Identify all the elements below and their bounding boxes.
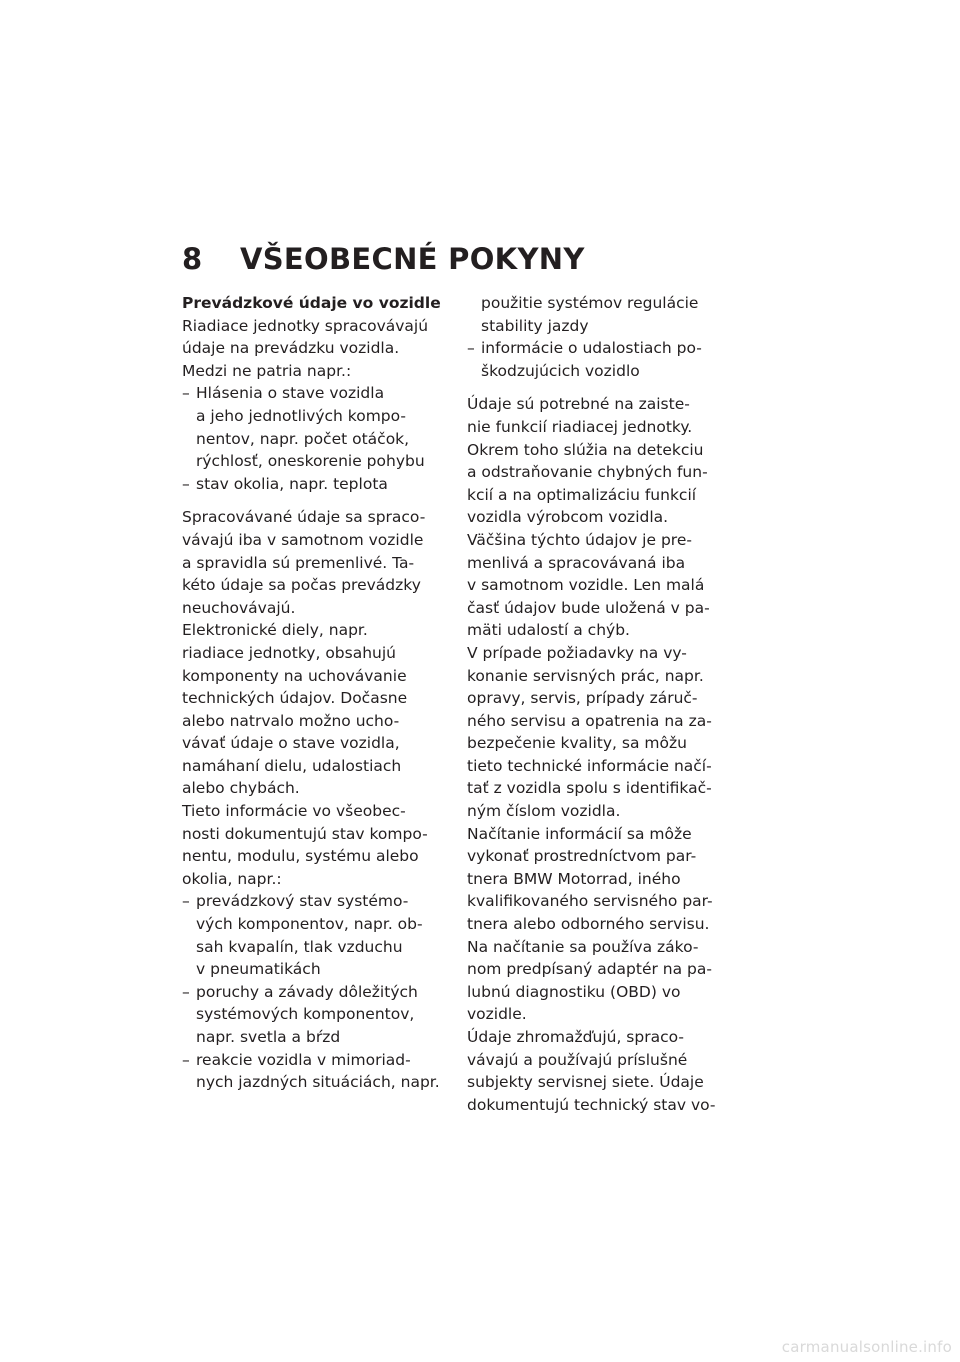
text-line: tieto technické informácie načí- — [467, 756, 712, 775]
text-line: nych jazdných situáciách, napr. — [196, 1073, 440, 1092]
text-line: subjekty servisnej siete. Údaje — [467, 1073, 704, 1092]
text-line: v samotnom vozidle. Len malá — [467, 576, 705, 595]
bullet-item-line: – reakcie vozidla v mimoriad- — [182, 1049, 452, 1072]
text-line: sah kvapalín, tlak vzduchu — [196, 937, 403, 956]
watermark-text: carmanualsonline.info — [781, 1338, 952, 1356]
text-line: vávať údaje o stave vozidla, — [182, 734, 400, 753]
bullet-item-line: – informácie o udalostiach po- — [467, 337, 737, 360]
text-line: kvalifikovaného servisného par- — [467, 892, 713, 911]
text-line: a odstraňovanie chybných fun- — [467, 463, 708, 482]
text-line: V prípade požiadavky na vy- — [467, 643, 687, 662]
text-line: konanie servisných prác, napr. — [467, 666, 704, 685]
text-line: bezpečenie kvality, sa môžu — [467, 734, 687, 753]
text-line: vávajú a používajú príslušné — [467, 1050, 688, 1069]
text-line: v pneumatikách — [196, 960, 321, 979]
text-line: nom predpísaný adaptér na pa- — [467, 960, 712, 979]
text-line: nentu, modulu, systému alebo — [182, 847, 419, 866]
text-line: Riadiace jednotky spracovávajú — [182, 316, 429, 335]
chapter-title: VŠEOBECNÉ POKYNY — [240, 242, 585, 276]
left-column — [182, 292, 452, 1094]
text-line: opravy, servis, prípady záruč- — [467, 689, 698, 708]
text-line: napr. svetla a bŕzd — [196, 1028, 341, 1046]
bullet-item-line: – stav okolia, napr. teplota — [182, 473, 452, 496]
text-line: použitie systémov regulácie — [481, 294, 699, 312]
text-line: neuchovávajú. — [182, 598, 296, 617]
text-line: namáhaní dielu, udalostiach — [182, 756, 402, 775]
text-line: údaje na prevádzku vozidla. — [182, 339, 400, 358]
text-line: škodzujúcich vozidlo — [481, 361, 640, 380]
text-line: nentov, napr. počet otáčok, — [196, 429, 410, 448]
text-line: menlivá a spracovávaná iba — [467, 553, 686, 572]
text-line: alebo natrvalo možno ucho- — [182, 711, 400, 730]
text-line: Na načítanie sa používa záko- — [467, 937, 699, 956]
chapter-heading — [182, 242, 585, 276]
text-line: ným číslom vozidla. — [467, 802, 621, 821]
text-line: stability jazdy — [481, 316, 589, 335]
text-line: okolia, napr.: — [182, 869, 282, 888]
text-line: Údaje sú potrebné na zaiste- — [467, 395, 690, 414]
text-line: tať z vozidla spolu s identifikač- — [467, 779, 712, 798]
text-line: riadiace jednotky, obsahujú — [182, 643, 396, 662]
text-line: Tieto informácie vo všeobec- — [182, 802, 406, 821]
bullet-item-line: – prevádzkový stav systémo- — [182, 890, 452, 913]
text-line: tnera BMW Motorrad, iného — [467, 869, 681, 888]
paragraph-gap — [182, 495, 452, 506]
bullet-item-line: – poruchy a závady dôležitých — [182, 981, 452, 1004]
paragraph-gap — [467, 382, 737, 393]
text-line: komponenty na uchovávanie — [182, 666, 407, 685]
text-line: Načítanie informácií sa môže — [467, 824, 692, 843]
chapter-number: 8 — [182, 242, 203, 276]
text-line: nosti dokumentujú stav kompo- — [182, 824, 428, 843]
text-line: kéto údaje sa počas prevádzky — [182, 576, 421, 595]
text-line: vých komponentov, napr. ob- — [196, 915, 423, 934]
bullet-item-line: – Hlásenia o stave vozidla — [182, 382, 452, 405]
text-line: Elektronické diely, napr. — [182, 621, 368, 640]
text-line: alebo chybách. — [182, 779, 300, 798]
text-line: technických údajov. Dočasne — [182, 689, 408, 708]
text-line: vozidle. — [467, 1005, 527, 1024]
text-line: Väčšina týchto údajov je pre- — [467, 530, 692, 549]
text-line: nie funkcií riadiacej jednotky. — [467, 417, 693, 436]
text-line: a spravidla sú premenlivé. Ta- — [182, 553, 415, 572]
section-heading: Prevádzkové údaje vo vozidle — [182, 294, 441, 312]
text-line: lubnú diagnostiku (OBD) vo — [467, 982, 681, 1001]
text-line: systémových komponentov, — [196, 1005, 415, 1024]
text-line: Údaje zhromažďujú, spraco- — [467, 1028, 684, 1046]
text-line: mäti udalostí a chýb. — [467, 621, 630, 640]
text-line: Okrem toho slúžia na detekciu — [467, 440, 704, 459]
text-line: tnera alebo odborného servisu. — [467, 915, 710, 934]
text-line: kcií a na optimalizáciu funkcií — [467, 485, 697, 504]
text-line: Medzi ne patria napr.: — [182, 361, 352, 380]
text-line: dokumentujú technický stav vo- — [467, 1095, 716, 1114]
text-line: vykonať prostredníctvom par- — [467, 847, 697, 866]
text-line: Spracovávané údaje sa spraco- — [182, 508, 426, 527]
text-line: časť údajov bude uložená v pa- — [467, 598, 710, 617]
text-line: ného servisu a opatrenia na za- — [467, 711, 712, 730]
text-line: a jeho jednotlivých kompo- — [196, 406, 407, 425]
text-line: vozidla výrobcom vozidla. — [467, 508, 669, 527]
text-line: rýchlosť, oneskorenie pohybu — [196, 452, 425, 471]
text-line: vávajú iba v samotnom vozidle — [182, 530, 424, 549]
right-column — [467, 292, 737, 1116]
